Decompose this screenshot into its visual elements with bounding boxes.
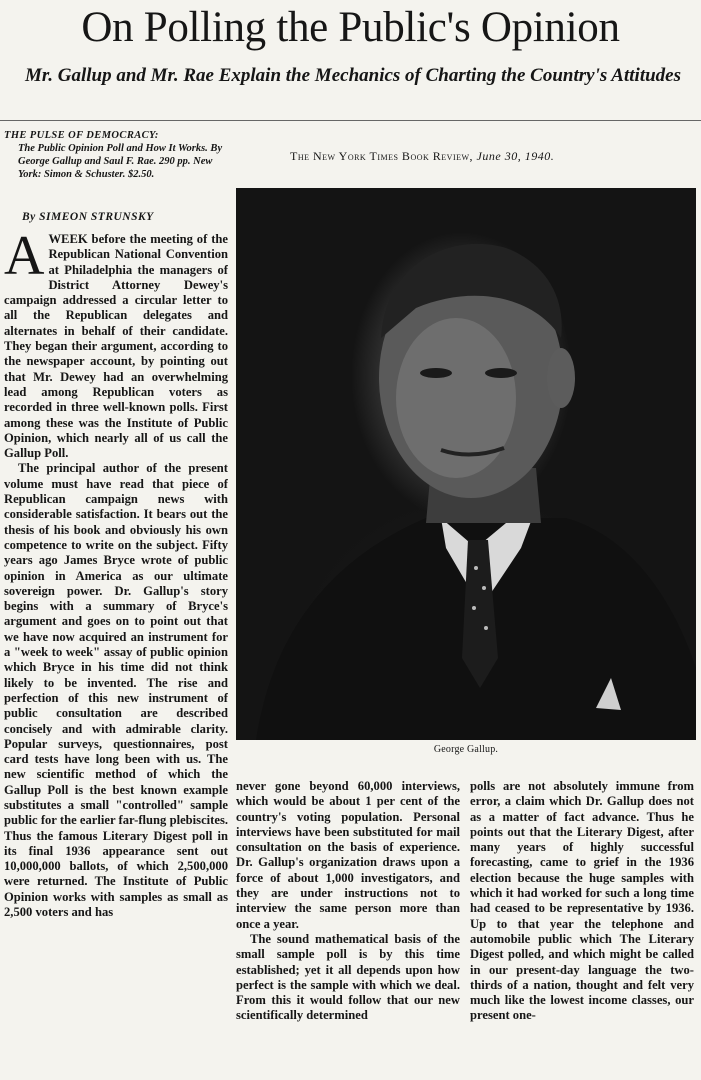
article-column-2	[236, 779, 460, 1079]
byline: By SIMEON STRUNSKY	[22, 211, 154, 223]
subheadline: Mr. Gallup and Mr. Rae Explain the Mechanics of Charting the Country's Attitudes	[24, 65, 681, 86]
drop-cap: A	[4, 232, 45, 287]
paragraph: polls are not absolutely immune from error, a claim which Dr. Gallup does not as a matter of fact advance. Thus he points out that the Literary Digest, after many years of highly successful forecasting, came to grief in the 1936 election because the huge samples with which it had worked for such a long time had ceased to be representative by 1936. Up to that year the telephone and automobile public which The Literary Digest polled, and which might be called in our present-day language the two-thirds of a nation, thought and felt very much like the lowest income classes, our present one-	[470, 779, 694, 1023]
portrait-illustration	[236, 188, 696, 740]
paragraph: The sound mathematical basis of the small sample poll is by this time established; yet it all depends upon how perfect is the sample with which we deal. From this it would follow that our new scientifically determined	[236, 931, 460, 1023]
paragraph: AWEEK before the meeting of the Republican National Convention at Philadelphia the managers of District Attorney Dewey's campaign addressed a circular letter to all the Republican delegates and alternates in behalf of their candidate. They began their argument, according to the newspaper account, by pointing out that Mr. Dewey had an overwhelming lead among Republican voters as recorded in three well-known polls. First among these was the Institute of Public Opinion, which nearly all of us call the Gallup Poll.	[4, 232, 228, 461]
portrait-photo	[236, 188, 696, 740]
book-title: THE PULSE OF DEMOCRACY:	[4, 130, 159, 141]
publication-date: June 30, 1940.	[476, 149, 555, 163]
dateline	[290, 149, 690, 164]
book-details: The Public Opinion Poll and How It Works. By George Gallup and Saul F. Rae. 290 pp. New York: Simon & Schuster. $2.50.	[18, 143, 223, 180]
photo-caption: George Gallup.	[433, 744, 499, 755]
publication-name: The New York Times Book Review,	[290, 149, 474, 163]
article-column-3	[470, 779, 694, 1079]
headline: On Polling the Public's Opinion	[81, 4, 620, 51]
top-rule	[0, 120, 701, 121]
book-info	[4, 129, 224, 181]
paragraph: The principal author of the present volume must have read that piece of Republican campaign news with considerable satisfaction. It bears out the thesis of his book and obviously his own competence to write on the subject. Fifty years ago James Bryce wrote of public opinion in America as our ultimate sovereign power. Dr. Gallup's story begins with a summary of Bryce's argument and goes on to point out that we have now acquired an instrument for a "week to week" assay of public opinion which Bryce in his time did not think likely to be invented. The rise and perfection of this new instrument of public consultation are described concisely and with admirable clarity. Popular surveys, questionnaires, post card tests have long been with us. The new scientific method of which the Gallup Poll is the best known example substitutes a small "controlled" sample public for the earlier far-flung plebiscites. Thus the famous Literary Digest poll in its final 1936 appearance sent out 10,000,000 ballots, of which 2,500,000 were returned. The Institute of Public Opinion works with samples as small as 2,500 voters and has	[4, 461, 228, 920]
paragraph: never gone beyond 60,000 interviews, which would be about 1 per cent of the country's voting population. Personal interviews have been substituted for mail consultation on the basis of experience. Dr. Gallup's organization draws upon a force of about 1,000 investigators, and they are under instructions not to interview the same person more than once a year.	[236, 779, 460, 931]
article-column-1	[4, 232, 228, 1078]
